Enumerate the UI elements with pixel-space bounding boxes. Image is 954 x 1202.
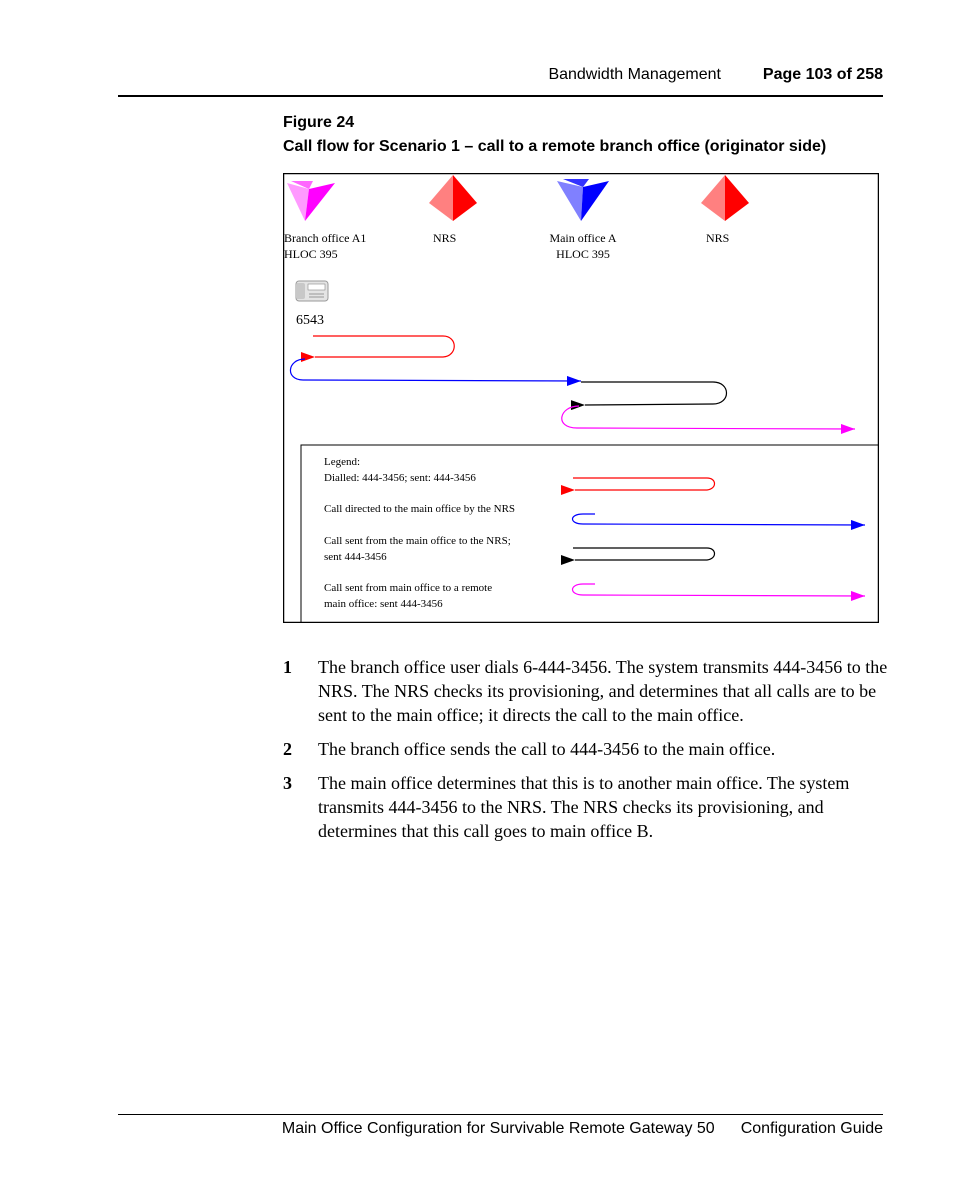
call-flow-figure (283, 173, 879, 623)
red-pyramid-icon (701, 175, 749, 221)
legend-item-label: main office: sent 444-3456 (324, 598, 443, 610)
blue-pyramid-icon (557, 179, 609, 221)
node-label: Main office A (549, 231, 617, 245)
legend-arrow-black (573, 548, 715, 560)
red-pyramid-icon (429, 175, 477, 221)
call-flow-arrow-black (581, 382, 727, 405)
list-item (283, 737, 893, 761)
header-section-title: Bandwidth Management (548, 66, 721, 83)
phone-number: 6543 (296, 313, 324, 328)
figure-caption: Call flow for Scenario 1 – call to a remote branch office (originator side) (283, 138, 827, 155)
step-text: The branch office user dials 6-444-3456. The system transmits 444-3456 to the NRS. The NRS checks its provisioning, and determines that all calls are to be sent to the main office; it directs the call to the main office. (318, 657, 888, 725)
magenta-pyramid-icon (287, 181, 335, 221)
legend-arrow-red (573, 478, 715, 490)
legend-title: Legend: (324, 456, 361, 468)
legend-arrow-magenta (573, 584, 866, 596)
call-flow-arrow-red (313, 336, 454, 357)
legend-item-label: Call sent from main office to a remote (324, 582, 493, 594)
step-number: 3 (283, 773, 292, 793)
call-flow-arrow-magenta (562, 406, 855, 429)
step-text: The branch office sends the call to 444-3456 to the main office. (318, 739, 776, 759)
legend-item-label: sent 444-3456 (324, 551, 387, 563)
figure-label: Figure 24 (283, 114, 355, 131)
node-label: NRS (706, 231, 730, 245)
node-sublabel: HLOC 395 (284, 247, 338, 261)
procedure-steps (283, 655, 893, 853)
step-number: 1 (283, 657, 292, 677)
call-flow-arrow-blue (290, 359, 581, 381)
footer-document-title: Main Office Configuration for Survivable Remote Gateway 50 (281, 1120, 715, 1137)
list-item (283, 655, 893, 727)
legend-item-label: Call directed to the main office by the NRS (324, 503, 516, 515)
call-flow-diagram (283, 173, 879, 623)
legend-item-label: Dialled: 444-3456; sent: 444-3456 (324, 472, 476, 484)
legend-item-label: Call sent from the main office to the NRS; (324, 535, 511, 547)
step-number: 2 (283, 739, 292, 759)
node-label: NRS (433, 231, 457, 245)
node-sublabel: HLOC 395 (556, 247, 610, 261)
node-label: Branch office A1 (284, 231, 367, 245)
footer-document-type: Configuration Guide (740, 1120, 883, 1137)
header-page-number: Page 103 of 258 (762, 66, 883, 83)
telephone-icon (296, 281, 328, 301)
header-rule (118, 95, 883, 97)
list-item (283, 771, 893, 843)
legend-box (301, 445, 879, 623)
step-text: The main office determines that this is to another main office. The system transmits 444-3456 to the NRS. The NRS checks its provisioning, and determines that this call goes to main office B. (318, 773, 850, 841)
footer-rule (118, 1114, 883, 1115)
running-footer (282, 1120, 883, 1138)
legend-arrow-blue (573, 514, 866, 525)
